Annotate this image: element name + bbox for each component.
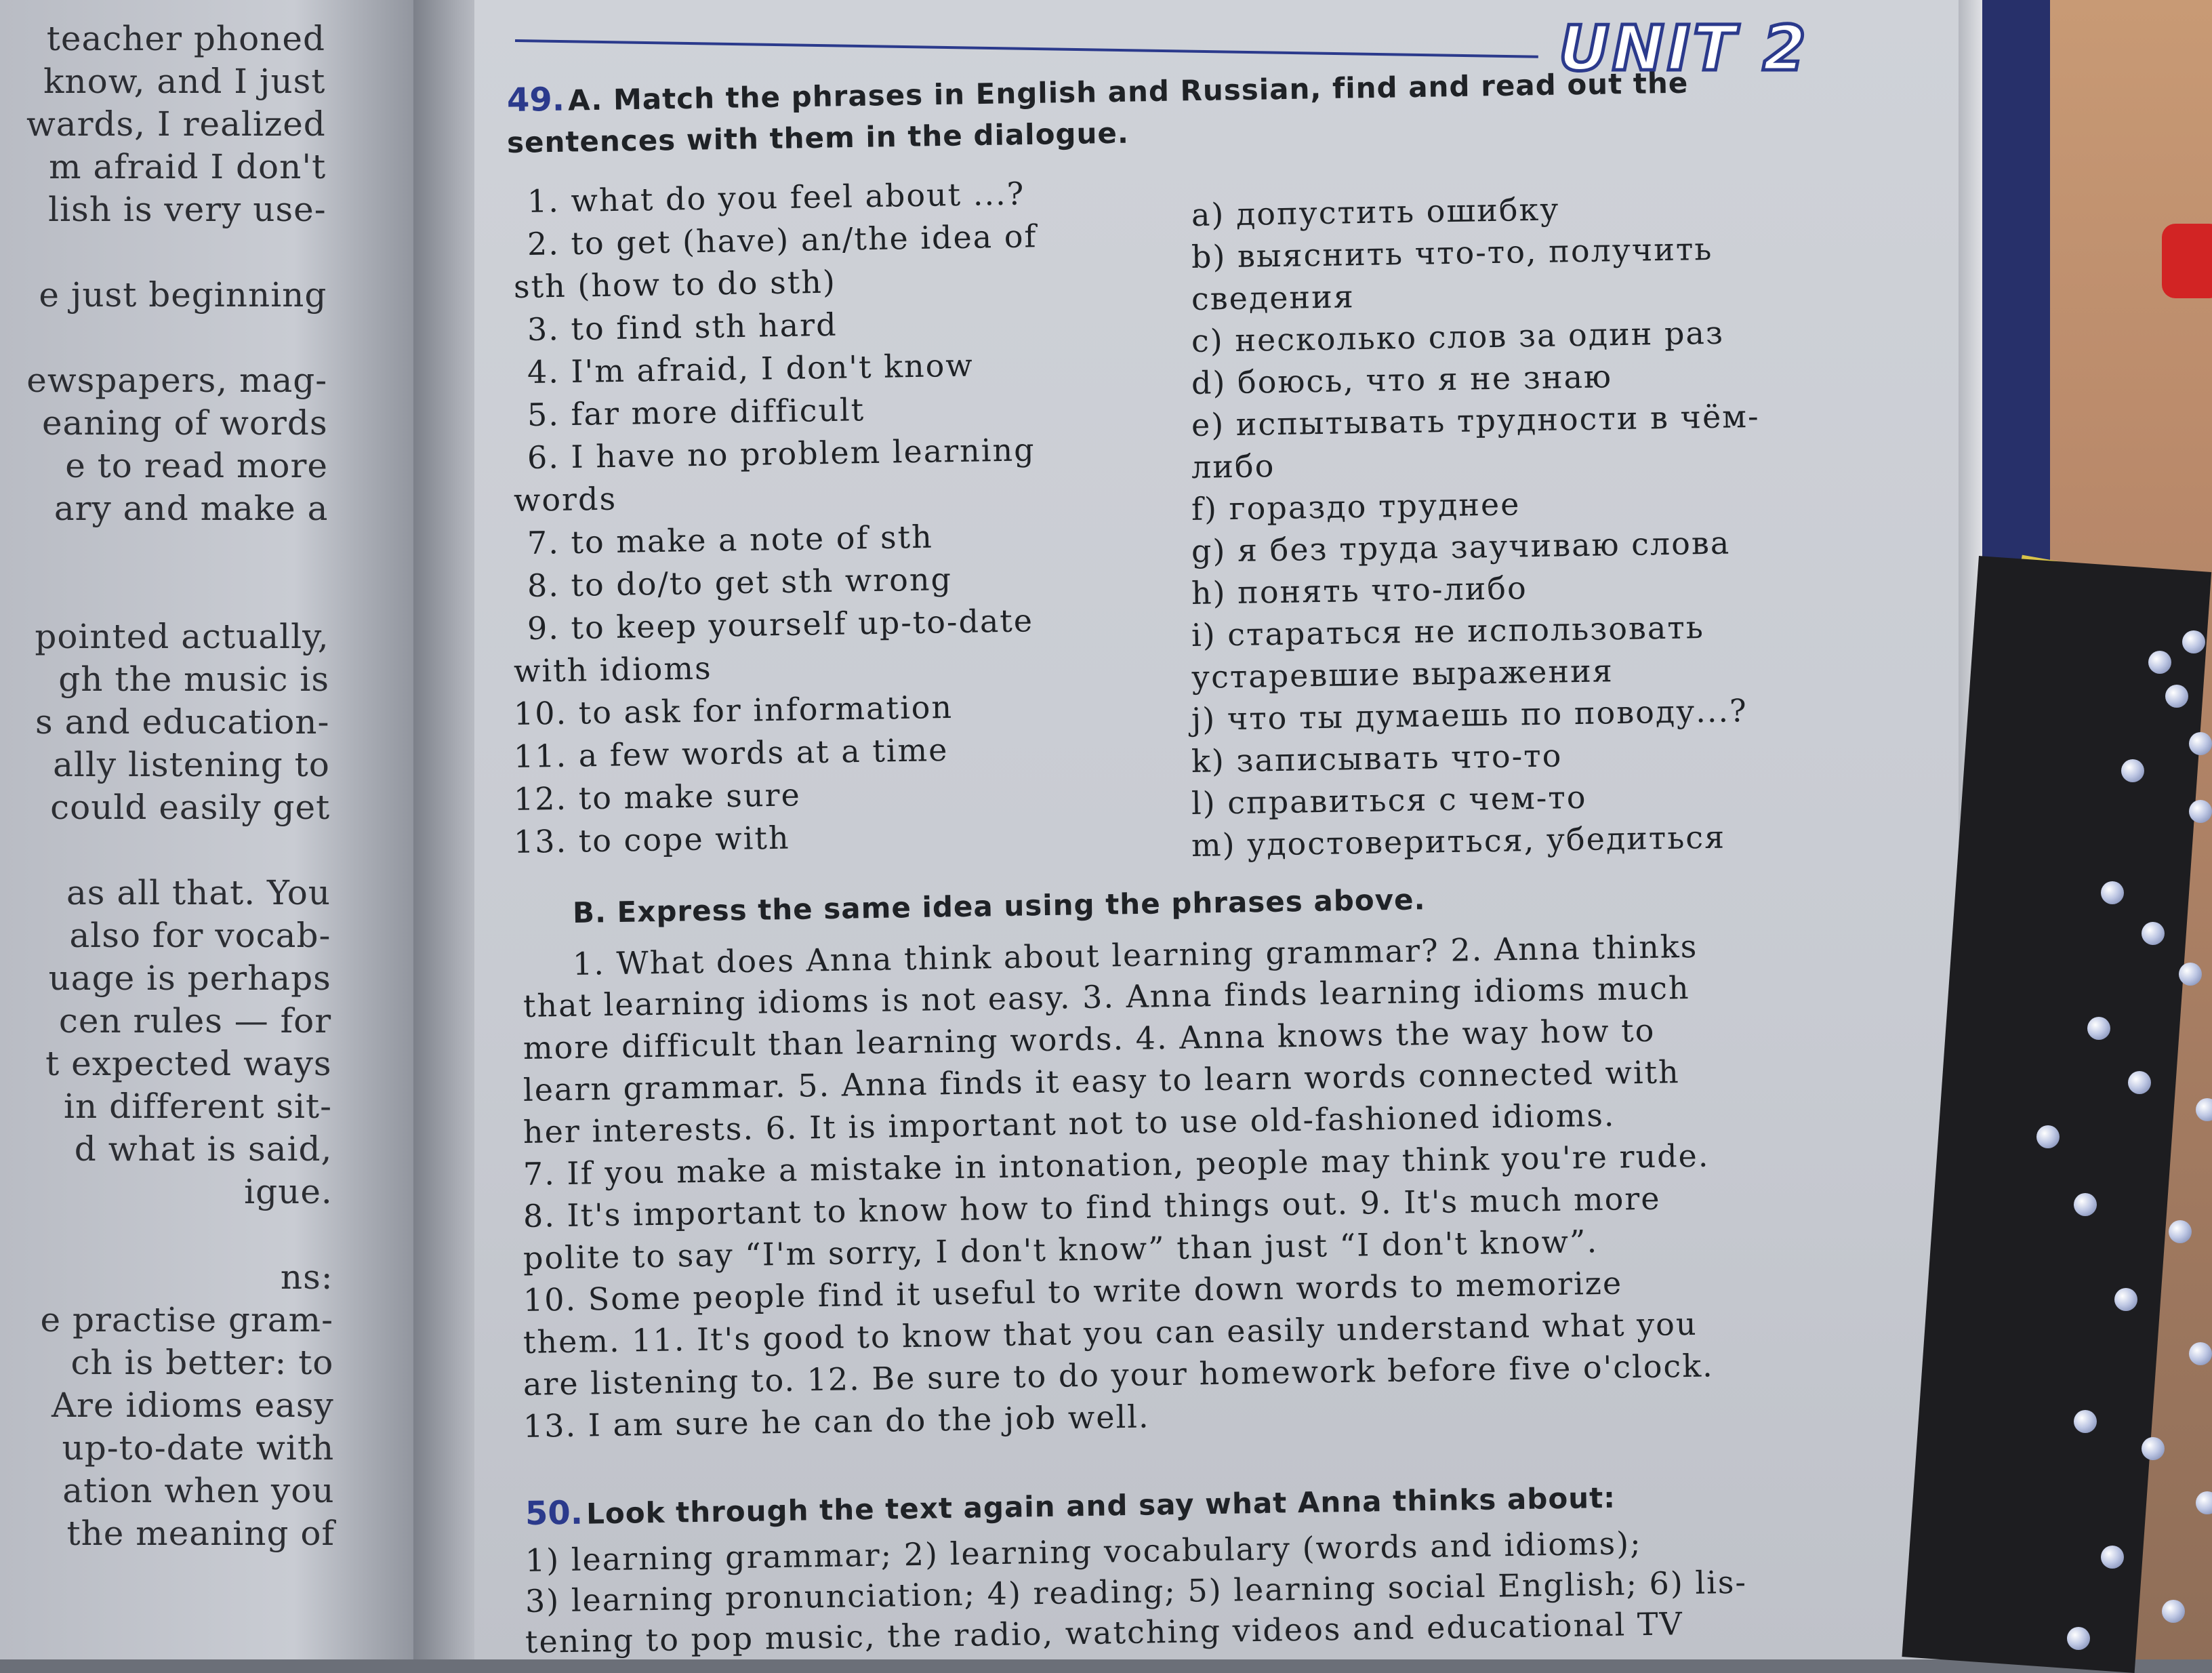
part-b-line: her interests. 6. It is important not to use old-fashioned idioms. bbox=[523, 1096, 1616, 1150]
left-page-line: igue. bbox=[244, 1172, 333, 1211]
unit-badge: UNIT 2 bbox=[1559, 12, 1809, 85]
left-page-line: ewspapers, mag- bbox=[26, 361, 328, 400]
english-phrase-line: 1. what do you feel about ...? bbox=[527, 175, 1025, 220]
left-page-line: uage is perhaps bbox=[48, 959, 331, 998]
english-phrase-line: 9. to keep yourself up-to-date bbox=[527, 602, 1034, 647]
russian-phrase-line: d) боюсь, что я не знаю bbox=[1191, 358, 1613, 401]
left-page-line: s and education- bbox=[35, 702, 330, 742]
exercise-50-header bbox=[525, 1478, 1616, 1533]
russian-phrase-line: сведения bbox=[1191, 278, 1355, 317]
left-page-line: d what is said, bbox=[74, 1129, 333, 1169]
exercise-50-instruction: Look through the text again and say what Anna thinks about: bbox=[586, 1480, 1616, 1531]
left-page-line: up-to-date with bbox=[62, 1428, 335, 1468]
part-b-line: are listening to. 12. Be sure to do your homework before five o'clock. bbox=[523, 1347, 1715, 1403]
left-page-line: the meaning of bbox=[66, 1514, 335, 1553]
left-page-line: e practise gram- bbox=[40, 1300, 333, 1339]
english-phrase-line: 10. to ask for information bbox=[513, 688, 954, 732]
russian-phrase-line: j) что ты думаешь по поводу...? bbox=[1191, 692, 1748, 738]
english-phrase-line: words bbox=[513, 480, 617, 519]
part-b-line: 7. If you make a mistake in intonation, people may think you're rude. bbox=[523, 1137, 1710, 1192]
left-page-line: wards, I realized bbox=[26, 104, 326, 144]
english-phrase-line: 4. I'm afraid, I don't know bbox=[527, 346, 975, 390]
russian-phrase-line: c) несколько слов за один раз bbox=[1191, 314, 1725, 359]
english-phrase-line: 12. to make sure bbox=[513, 776, 802, 818]
english-phrase-line: sth (how to do sth) bbox=[513, 263, 837, 305]
left-page-line: e just beginning bbox=[39, 275, 327, 315]
left-page-line: ally listening to bbox=[53, 745, 330, 784]
russian-phrase-line: m) удостовериться, убедиться bbox=[1191, 818, 1726, 864]
instruction-b: B. Express the same idea using the phrases above. bbox=[572, 883, 1426, 929]
left-page-line: ch is better: to bbox=[70, 1343, 334, 1382]
english-phrase-line: 5. far more difficult bbox=[527, 391, 865, 433]
part-b-line: 13. I am sure he can do the job well. bbox=[523, 1398, 1150, 1445]
part-b-line: 8. It's important to know how to find things out. 9. It's much more bbox=[523, 1180, 1661, 1234]
left-page-line: gh the music is bbox=[58, 660, 329, 699]
instruction-a-line2: sentences with them in the dialogue. bbox=[506, 116, 1130, 159]
left-page-line: teacher phoned bbox=[46, 19, 325, 58]
instruction-a-line1: A. Match the phrases in English and Russian, find and read out the bbox=[567, 66, 1689, 117]
exercise-50-line: tening to pop music, the radio, watching videos and educational TV bbox=[525, 1605, 1684, 1660]
left-page-line: e to read more bbox=[65, 446, 328, 485]
english-phrase-line: 3. to find sth hard bbox=[527, 306, 838, 348]
left-page-line: m afraid I don't bbox=[49, 147, 327, 186]
exercise-49-header bbox=[507, 63, 1689, 119]
part-b-line: that learning idioms is not easy. 3. Anna finds learning idioms much bbox=[523, 969, 1690, 1024]
english-phrase-line: 2. to get (have) an/the idea of bbox=[527, 218, 1038, 262]
russian-phrase-line: f) гораздо труднее bbox=[1191, 485, 1521, 527]
english-phrase-line: 8. to do/to get sth wrong bbox=[527, 561, 953, 604]
left-page-line: eaning of words bbox=[41, 403, 328, 443]
left-page-line: ns: bbox=[280, 1257, 333, 1297]
russian-phrase-line: либо bbox=[1191, 447, 1275, 485]
left-page-line: Are idioms easy bbox=[51, 1386, 334, 1425]
russian-phrase-line: k) записывать что-то bbox=[1191, 737, 1563, 780]
left-page-line: lish is very use- bbox=[48, 190, 327, 229]
russian-phrase-line: l) справиться с чем-то bbox=[1191, 778, 1587, 822]
left-page-line: know, and I just bbox=[43, 62, 326, 101]
english-phrase-line: 7. to make a note of sth bbox=[527, 518, 934, 561]
left-page-line: ary and make a bbox=[54, 489, 329, 528]
left-page-line: t expected ways bbox=[45, 1044, 332, 1083]
left-page-line: also for vocab- bbox=[69, 916, 331, 955]
left-page-line: ation when you bbox=[62, 1471, 335, 1510]
english-phrase-line: 6. I have no problem learning bbox=[527, 431, 1036, 476]
exercise-50-number: 50. bbox=[525, 1493, 583, 1533]
part-b-line: them. 11. It's good to know that you can easily understand what you bbox=[523, 1305, 1698, 1360]
left-page-line: as all that. You bbox=[66, 873, 331, 912]
part-b-line: 10. Some people find it useful to write down words to memorize bbox=[523, 1264, 1623, 1318]
part-b-line: more difficult than learning words. 4. Anna knows the way how to bbox=[523, 1011, 1656, 1066]
part-b-line: polite to say “I'm sorry, I don't know” than just “I don't know”. bbox=[523, 1223, 1599, 1276]
russian-phrase-line: h) понять что-либо bbox=[1191, 569, 1528, 611]
header-rule bbox=[515, 39, 1538, 58]
russian-phrase-line: e) испытывать трудности в чём- bbox=[1191, 397, 1760, 443]
russian-phrase-line: устаревшие выражения bbox=[1191, 652, 1614, 696]
russian-phrase-line: i) стараться не использовать bbox=[1191, 609, 1705, 653]
left-page-line: pointed actually, bbox=[35, 617, 329, 656]
english-phrase-line: with idioms bbox=[513, 649, 712, 689]
english-phrase-line: 13. to cope with bbox=[513, 819, 790, 860]
left-page-line: cen rules — for bbox=[58, 1001, 332, 1041]
part-b-line: learn grammar. 5. Anna finds it easy to learn words connected with bbox=[523, 1053, 1681, 1108]
exercise-50-line: 3) learning pronunciation; 4) reading; 5) learning social English; 6) lis- bbox=[525, 1563, 1748, 1619]
left-page-line: in different sit- bbox=[63, 1087, 332, 1126]
left-page-line: could easily get bbox=[50, 788, 331, 827]
exercise-50-line: 1) learning grammar; 2) learning vocabulary (words and idioms); bbox=[525, 1525, 1643, 1579]
english-phrase-line: 11. a few words at a time bbox=[513, 731, 949, 775]
russian-phrase-line: a) допустить ошибку bbox=[1191, 190, 1560, 233]
russian-phrase-line: b) выяснить что-то, получить bbox=[1191, 230, 1713, 275]
part-b-line: 1. What does Anna think about learning grammar? 2. Anna thinks bbox=[572, 927, 1698, 982]
russian-phrase-line: g) я без труда заучиваю слова bbox=[1191, 524, 1731, 569]
exercise-49-number: 49. bbox=[506, 80, 565, 119]
